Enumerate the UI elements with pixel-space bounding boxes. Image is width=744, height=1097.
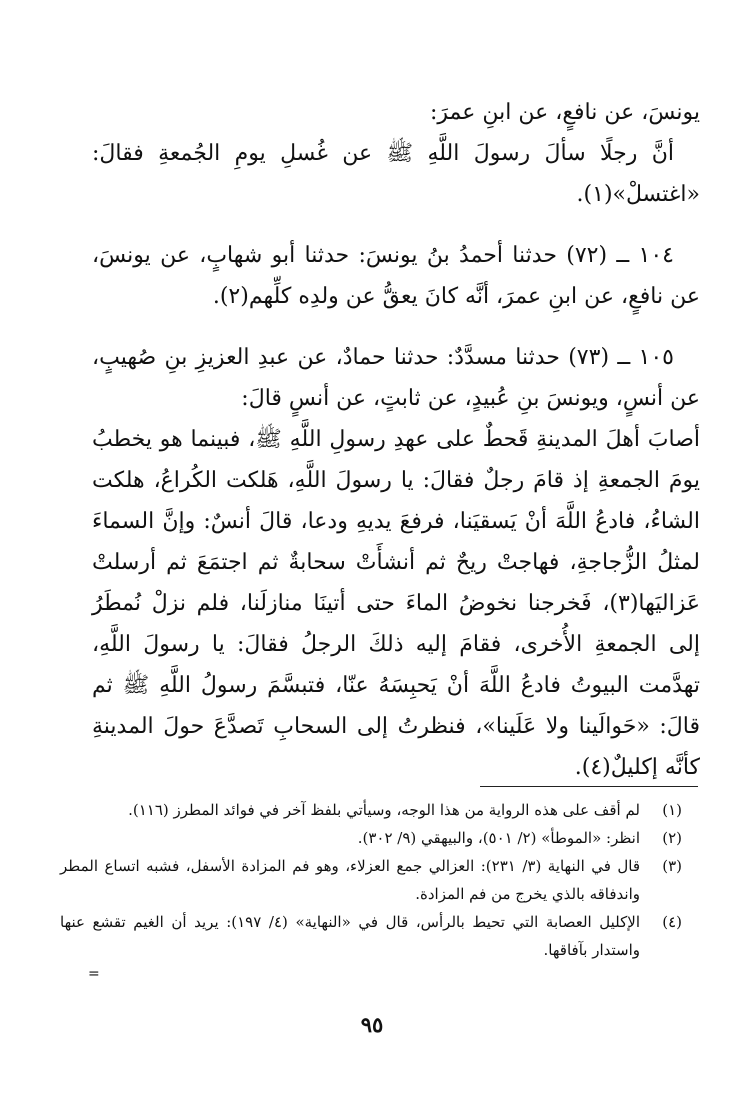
paragraph-hadith-text: أصابَ أهلَ المدينةِ قَحطٌ على عهدِ رسولِ اللَّهِ ﷺ، فبينما هو يخطبُ يومَ الجمعةِ إذ قامَ رجلٌ فقالَ: يا رسولَ اللَّهِ، هَلكت الكُراعُ، هلكت الشاءُ، فادعُ اللَّهَ أنْ يَسقيَنا، فرفعَ يديهِ ودعا، قالَ أنسٌ: وإنَّ السماءَ لمثلُ الزُّجاجةِ، فهاجتْ ريحٌ ثم أنشأَتْ سحابةٌ ثم اجتمَعَ ثم أرسلتْ عَزاليَها(٣)، فَخرجنا نخوضُ الماءَ حتى أتينَا منازلَنا، فلم نزلْ نُمطَرُ إلى الجمعةِ الأُخرى، فقامَ إليه ذلكَ الرجلُ فقالَ: يا رسولَ اللَّهِ، تهدَّمت البيوتُ فادعُ اللَّهَ أنْ يَحبِسَهُ عنّا، فتبسَّمَ رسولُ اللَّهِ ﷺ ثم قالَ: «حَوالَينا ولا عَلَينا»، فنظرتُ إلى السحابِ تَصدَّعَ حولَ المدينةِ كأنَّه إكليلٌ(٤). [92, 427, 700, 780]
footnote-text: الإكليل العصابة التي تحيط بالرأس، قال في «النهاية» (٤/ ١٩٧): يريد أن الغيم تقشع عنها واستدار بآفاقها. [60, 913, 640, 959]
paragraph-1-line-1: يونسَ، عن نافعٍ، عن ابنِ عمرَ: [429, 100, 700, 125]
footnote-text: قال في النهاية (٣/ ٢٣١): العزالي جمع العزلاء، وهو فم المزادة الأسفل، فشبه اتساع المطر واندفاقه بالذي يخرج من فم المزادة. [60, 857, 640, 903]
footnote-3 [60, 852, 682, 908]
footnote-number: (٣) [662, 857, 682, 875]
footnote-1 [60, 796, 682, 824]
footnote-number: (٢) [662, 829, 682, 847]
footnote-number: (٤) [662, 913, 682, 931]
paragraph-105: ١٠٥ ــ (٧٣) حدثنا مسدَّدٌ: حدثنا حمادٌ، عن عبدِ العزيزِ بنِ صُهيبٍ، عن أنسٍ، ويونسَ بنِ عُبيدٍ، عن ثابتٍ، عن أنسٍ قالَ: [92, 345, 700, 411]
footnotes [60, 796, 682, 964]
footnote-4 [60, 908, 682, 964]
footnote-2 [60, 824, 682, 852]
footnote-number: (١) [662, 801, 682, 819]
page-number: ٩٥ [360, 1012, 384, 1037]
footnote-text: انظر: «الموطأ» (٢/ ٥٠١)، والبيهقي (٩/ ٣٠٢). [357, 829, 640, 847]
continuation-mark: = [88, 966, 100, 982]
paragraph-104: ١٠٤ ــ (٧٢) حدثنا أحمدُ بنُ يونسَ: حدثنا أبو شهابٍ، عن يونسَ، عن نافعٍ، عن ابنِ عمرَ، أنَّه كانَ يعقُّ عن ولدِه كلِّهم(٢). [92, 243, 700, 309]
main-text [92, 92, 700, 788]
paragraph-1-hadith: أنَّ رجلًا سألَ رسولَ اللَّهِ ﷺ عن غُسلِ يومِ الجُمعةِ فقالَ: «اغتسلْ»(١). [92, 141, 700, 207]
footnote-divider [480, 786, 698, 787]
footnote-text: لم أقف على هذه الرواية من هذا الوجه، وسيأتي بلفظ آخر في فوائد المطرز (١١٦). [128, 801, 640, 819]
